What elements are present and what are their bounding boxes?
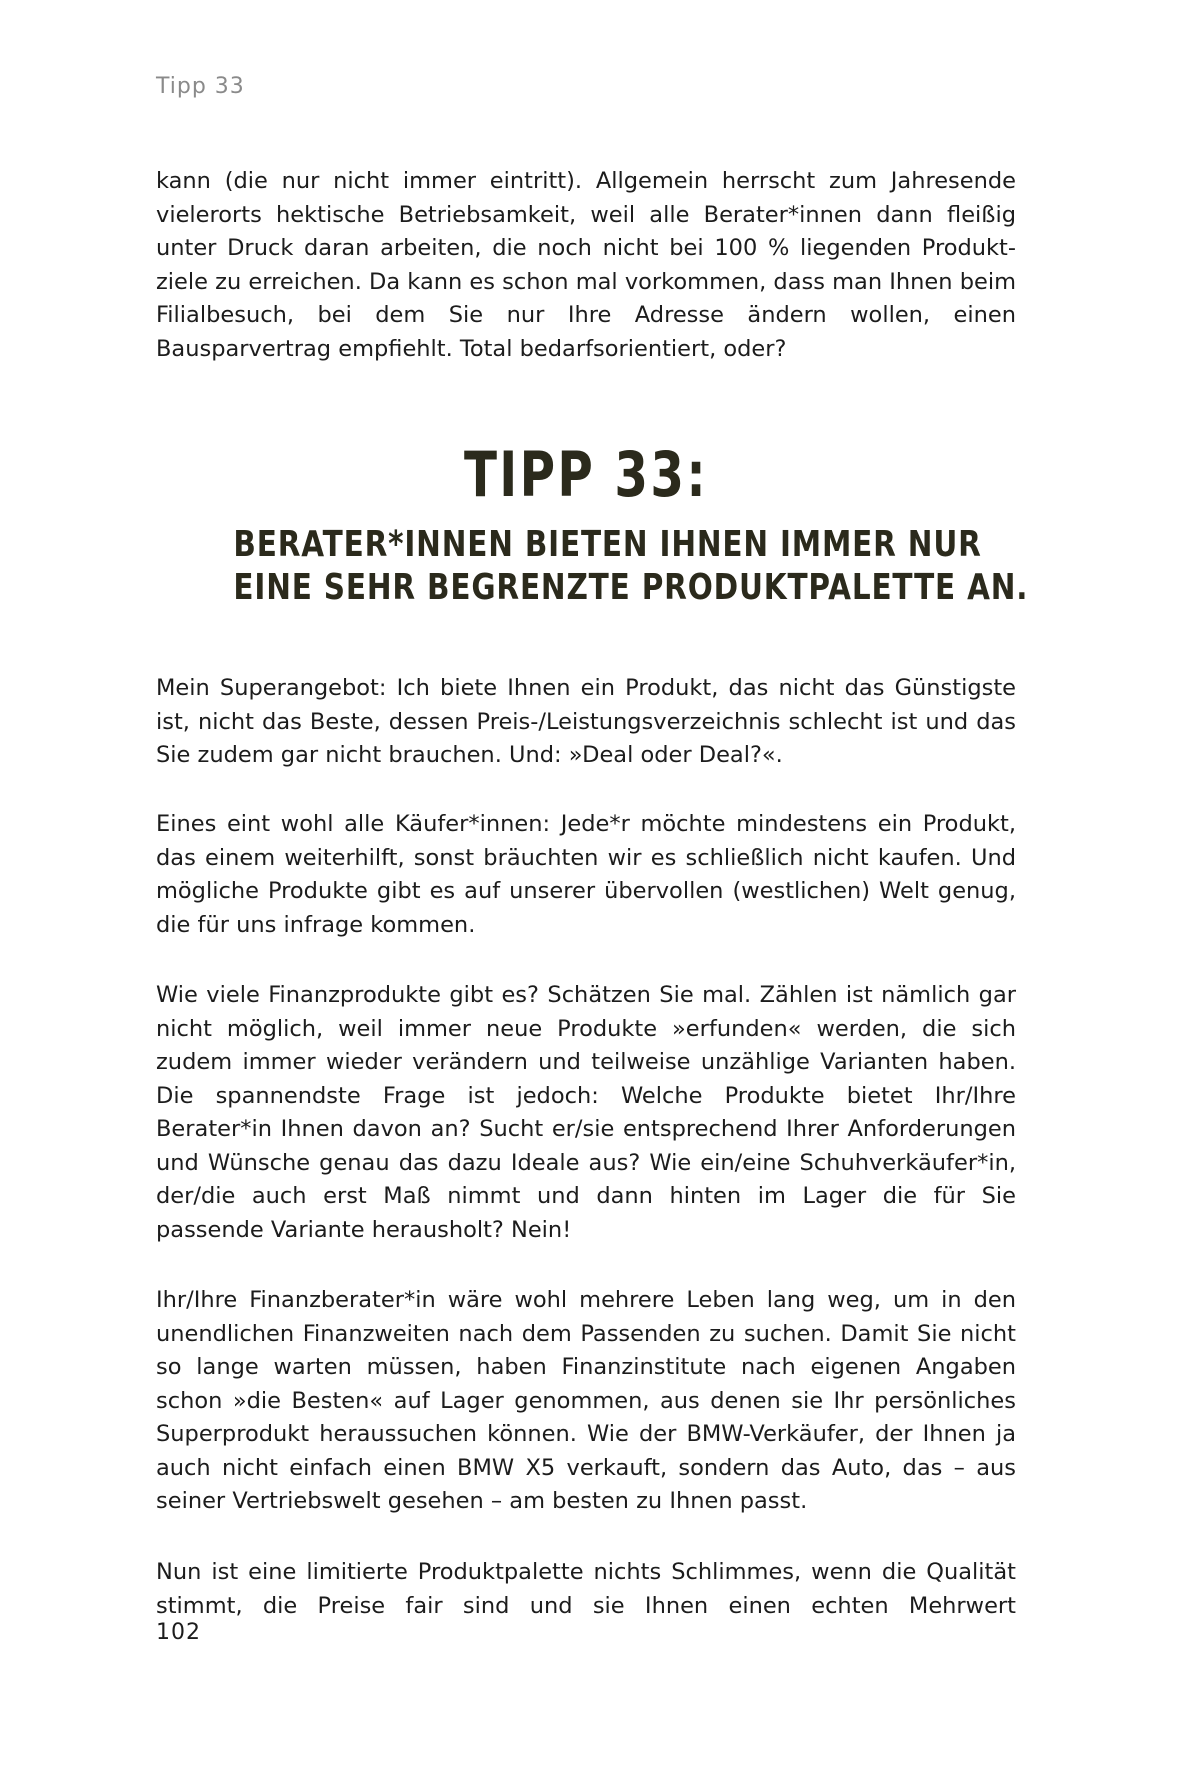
paragraph-text: Eines eint wohl alle Käufer*innen: Jede*r möchte mindestens ein Produkt, das einem weiterhilft, sonst bräuchten wir es schließlich nicht kaufen. Und mögliche Produkte gibt es auf unserer übervollen (westlichen) Welt genug, die für uns infrage kommen. [156,811,1016,938]
body-paragraph-1 [156,672,1016,773]
intro-paragraph [156,165,1016,366]
body-paragraph-3 [156,979,1016,1247]
body-paragraph-4 [156,1284,1016,1519]
paragraph-text: Mein Superangebot: Ich biete Ihnen ein Produkt, das nicht das Günstigste ist, nicht das Beste, dessen Preis-/Leistungsverzeichnis schlecht ist und das Sie zudem gar nicht brauchen. Und: »Deal oder Deal?«. [156,675,1016,768]
tipp-subtitle [233,523,1029,609]
tipp-subtitle-line-2: EINE SEHR BEGRENZTE PRODUKTPALETTE AN. [233,567,1029,608]
page-number: 102 [156,1620,201,1645]
paragraph-text: Wie viele Finanzprodukte gibt es? Schätzen Sie mal. Zählen ist nämlich gar nicht möglich, weil immer neue Produkte »erfunden« werden, die sich zudem immer wieder verändern und teilweise unzählige Varianten haben. Die spannendste Frage ist jedoch: Welche Produkte bietet Ihr/Ihre Berater*in Ihnen davon an? Sucht er/sie entsprechend Ihrer Anforderungen und Wünsche genau das dazu Ideale aus? Wie ein/eine Schuhverkäufer*in, der/die auch erst Maß nimmt und dann hinten im Lager die für Sie passende Variante herausholt? Nein! [156,982,1016,1243]
running-head: Tipp 33 [156,74,245,99]
paragraph-text: kann (die nur nicht immer eintritt). Allgemein herrscht zum Jahresende vielerorts hektische Betriebsamkeit, weil alle Berater*innen dann fleißig unter Druck daran arbeiten, die noch nicht bei 100 % liegenden Produktziele zu erreichen. Da kann es schon mal vorkommen, dass man Ihnen beim Filialbesuch, bei dem Sie nur Ihre Adresse ändern wollen, einen Bausparvertrag empfiehlt. Total bedarfsorientiert, oder? [156,168,1016,362]
tipp-title: TIPP 33: [463,438,709,511]
paragraph-text: Nun ist eine limitierte Produktpalette nichts Schlimmes, wenn die Qualität stimmt, die Preise fair sind und sie Ihnen einen echten Mehrwert [156,1559,1016,1619]
tipp-subtitle-line-1: BERATER*INNEN BIETEN IHNEN IMMER NUR [233,524,982,565]
paragraph-text: Ihr/Ihre Finanzberater*in wäre wohl mehrere Leben lang weg, um in den unendlichen Finanzweiten nach dem Passenden zu suchen. Damit Sie nicht so lange warten müssen, haben Finanzinstitute nach eigenen Angaben schon »die Besten« auf Lager genommen, aus denen sie Ihr persönliches Superprodukt heraussuchen können. Wie der BMW-Verkäufer, der Ihnen ja auch nicht einfach einen BMW X5 verkauft, sondern das Auto, das – aus seiner Vertriebswelt gesehen – am besten zu Ihnen passt. [156,1287,1016,1514]
body-paragraph-2 [156,808,1016,942]
body-paragraph-5 [156,1556,1016,1623]
